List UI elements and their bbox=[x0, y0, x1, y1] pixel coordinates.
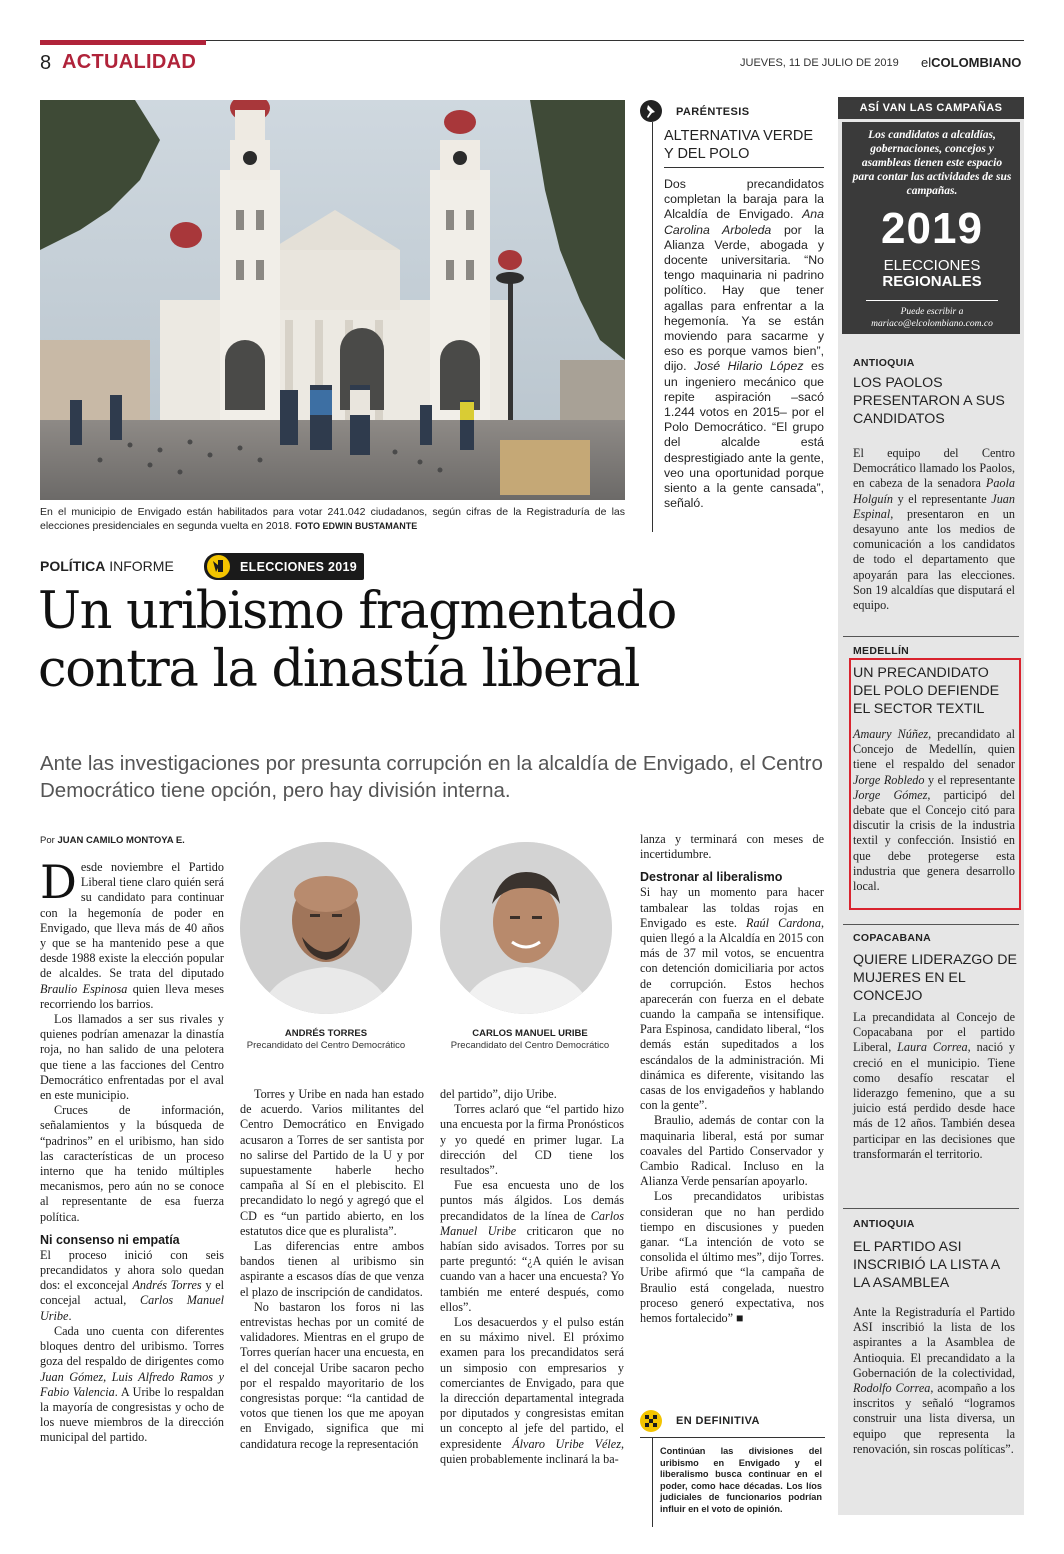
person-name: Álvaro Uribe Vélez bbox=[512, 1436, 621, 1451]
text: , participó del debate que el Concejo citó para discutir la crisis de la industria textil y confección. Insistió en que debe protegerse esta industria que genera desarrollo local. bbox=[853, 787, 1015, 894]
paragraph: Cruces de información, señalamientos y la búsqueda de “padrinos” en el uribismo, han sido las características de un proceso interno que ha tenido múltiples mecanismos, pero aún no se conoce al representante de esa fuerza política. bbox=[40, 1103, 224, 1224]
section-accent-bar bbox=[40, 40, 206, 45]
paragraph: del partido”, dijo Uribe. bbox=[440, 1087, 557, 1101]
kicker-bold: POLÍTICA bbox=[40, 558, 106, 574]
text: , acompaño a los inscritos y señaló “logramos construir una lista diversa, un equipo que representa la renovación, sin roscas políticas”. bbox=[853, 1381, 1015, 1456]
contact-label: Puede escribir a bbox=[900, 307, 964, 317]
brand-logo bbox=[921, 55, 1021, 70]
text: Fue esa encuesta uno de los puntos más álgidos. Los demás precandidatos de la línea de bbox=[440, 1178, 624, 1223]
elections-year: 2019 bbox=[881, 204, 983, 253]
text: Si hay un momento para hacer tambalear las toldas rojas en Envigado es este. bbox=[640, 885, 824, 930]
regionales-label: REGIONALES bbox=[882, 273, 982, 290]
text: , quien llegó a la Alcaldía en 2015 con más de 37 mil votos, se encuentra con detención domiciliaria por actos de corrupción. Estos hechos aparecerán con fuerza en el debate cuando la campaña se intensifique. Para Espinosa, candidato liberal, “los demás están supeditados a los escándalos de la administración. Mi dinámica es diferente, visitando las casas de los envigadeños y hablando con la gente”. bbox=[640, 915, 824, 1113]
person-name: Carlos Manuel Uribe bbox=[440, 1208, 624, 1238]
text: , precandidato al Concejo de Medellín, quien tiene el respaldo del senador bbox=[853, 727, 1015, 772]
text: El proceso inició con seis precandidatos y ahora solo quedan dos: el exconcejal bbox=[40, 1247, 224, 1293]
article-column-4 bbox=[640, 832, 824, 1326]
en-definitiva-rule bbox=[640, 1437, 825, 1438]
parentesis-text-2: por la Alianza Verde, abogada y docente universitaria. “No tengo maquinaria ni padrino político. Hay que tener agallas para enfrentar a la hegemonía. Ya se están moviendo para sacarme y eso es porque vamos bien”, dijo. bbox=[664, 222, 824, 374]
text: y el representante bbox=[924, 772, 1015, 787]
parentesis-body bbox=[664, 177, 824, 511]
contact-note bbox=[852, 306, 1012, 330]
photo-caption bbox=[40, 505, 625, 533]
sidebar-item-body bbox=[853, 1010, 1015, 1162]
brand-name: COLOMBIANO bbox=[931, 55, 1022, 70]
parentesis-name-1: Ana Carolina Arboleda bbox=[664, 207, 824, 237]
text: esde noviembre el Partido Liberal tiene claro quién será su candidato para continuar con la hegemonía de poder en Envigado, que lleva más de 40 años y que se ha mantenido pese a que desde 1988 existe la elección popular de alcaldes. Se trata del diputado bbox=[40, 860, 224, 981]
section-name: ACTUALIDAD bbox=[62, 51, 197, 73]
paragraph: Las diferencias entre ambos bandos tienen al uribismo sin aspirante a escasos días de que venza el plazo de inscripción de candidatos. bbox=[240, 1239, 424, 1299]
parentesis-name-2: José Hilario López bbox=[694, 359, 804, 374]
sidebar-item-tag: MEDELLÍN bbox=[853, 645, 910, 657]
paragraph bbox=[440, 1315, 624, 1467]
sidebar-separator bbox=[843, 924, 1019, 925]
text: , presentaron en un desayuno ante los medios de comunicación a los candidatos de todo el departamento que apoyarán para las elecciones. Son 19 alcaldías que disputará el equipo. bbox=[853, 506, 1015, 613]
dateline: JUEVES, 11 DE JULIO DE 2019 bbox=[740, 57, 899, 69]
person-name: Rodolfo Correa bbox=[853, 1381, 931, 1396]
paragraph: Braulio, además de contar con la maquinaria liberal, está por sumar coavales del Partido Conservador y Cambio Radical. Incluso en la Alianza Verde pensarían apoyarlo. bbox=[640, 1113, 824, 1189]
paragraph: Los llamados a ser sus rivales y quienes podrían amenazar la dinastía roja, no han salido de una pelotera que tiene a las facciones del Centro Democrático enfrentadas por el aval en este municipio. bbox=[40, 1012, 224, 1103]
parentesis-title: ALTERNATIVA VERDE Y DEL POLO bbox=[664, 127, 824, 168]
page-number: 8 bbox=[40, 52, 52, 74]
parentesis-text-3: es un ingeniero mecánico que repite aspiración –sacó 1.244 votos en 2015– por el Polo Democrático. “El grupo del alcalde está desprestigiado ante la gente, veo una oportunidad porque siento a la gente cansada”, señaló. bbox=[664, 359, 824, 511]
text: Cada uno cuenta con diferentes bloques dentro del uribismo. Torres goza del respaldo de dirigentes como bbox=[40, 1323, 224, 1369]
text: La precandidata al Concejo de Copacabana por el partido Liberal, bbox=[853, 1010, 1015, 1055]
text: Los desacuerdos y el pulso están en su máximo nivel. El próximo examen para los precandidatos será un simposio con empresarios y comerciantes de Envigado, para que la dirección departamental integrada por diputados y congresistas emitan un concepto al jefe del partido, el expresidente bbox=[440, 1315, 624, 1451]
person-name: Carlos Manuel Uribe bbox=[40, 1293, 224, 1323]
portrait-andres-torres bbox=[240, 842, 412, 1014]
paragraph: Torres y Uribe en nada han estado de acuerdo. Varios militantes del Centro Democrático en Envigado acusaron a Torres de ser santista por no salirse del Partido de la U y por supuestamente haberle hecho campaña al Sí en el plebiscito. El precandidato lo negó y agregó que el CD es “un partido abierto, en los estatutos dice que es pluralista”. bbox=[240, 1087, 424, 1238]
text: Ante la Registraduría el Partido ASI inscribió la lista de los aspirantes a la Asamblea de Antioquia. El precandidato a la Gobernación de la colectividad, bbox=[853, 1305, 1015, 1380]
checker-icon bbox=[640, 1410, 662, 1432]
sidebar-intro: Los candidatos a alcaldías, gobernaciones, concejos y asambleas tienen este espacio para contar las actividades de sus campañas. bbox=[852, 129, 1012, 197]
portrait-1-name: ANDRÉS TORRES bbox=[284, 1028, 368, 1039]
sidebar-item-tag: ANTIOQUIA bbox=[853, 357, 915, 369]
paragraph bbox=[40, 855, 224, 1012]
kicker-light: INFORME bbox=[109, 558, 174, 574]
text: El equipo del Centro Democrático llamado los Paolos, en cabeza de la senadora bbox=[853, 446, 1015, 491]
sidebar-item-body bbox=[853, 446, 1015, 613]
parentesis-text-1: Dos precandidatos completan la baraja para la Alcaldía de Envigado. bbox=[664, 177, 824, 222]
ballot-icon bbox=[205, 553, 232, 580]
person-name: Braulio Espinosa bbox=[40, 981, 128, 996]
sidebar-separator bbox=[843, 1208, 1019, 1209]
headline: Un uribismo fragmentado contra la dinastía liberal bbox=[38, 582, 677, 699]
text: , nació y creció en el municipio. Tiene como desafío rescatar el liderazgo femenino, que a su juicio está perdido desde hace más de 12 años. También desea participar en las decisiones que transformarán el territorio. bbox=[853, 1040, 1015, 1161]
text: Los precandidatos uribistas consideran que no han perdido tiempo en discusiones y pueden ganar. “La intención de voto se consolida el último mes”, dijo Torres. Uribe afirmó que “la campaña de Braulio está congelada, nuestro proceso generó expectativa, nos hemos fortalecido” bbox=[640, 1189, 824, 1326]
text: . bbox=[68, 1308, 72, 1323]
article-column-3 bbox=[440, 1087, 624, 1467]
paragraph bbox=[40, 1324, 224, 1446]
person-name: Juan Espinal bbox=[853, 491, 1015, 521]
text: . A Uribe lo respaldan la mayoría de congresistas y ocho de los nueve miembros de la dirección municipal del partido. bbox=[40, 1384, 224, 1445]
text: , quien probablemente inclinará la ba- bbox=[440, 1436, 625, 1466]
article-column-1 bbox=[40, 855, 225, 1446]
sidebar-item-body bbox=[853, 1305, 1015, 1457]
portrait-2-name: CARLOS MANUEL URIBE bbox=[472, 1028, 588, 1039]
elections-label: ELECCIONES bbox=[883, 257, 981, 274]
subheading: Destronar al liberalismo bbox=[640, 870, 783, 885]
article-kicker bbox=[40, 558, 174, 574]
en-definitiva-label: EN DEFINITIVA bbox=[676, 1415, 760, 1427]
deck: Ante las investigaciones por presunta corrupción en la alcaldía de Envigado, el Centro Democrático tiene opción, pero hay división interna. bbox=[40, 752, 823, 802]
sidebar-item-title: EL PARTIDO ASI INSCRIBIÓ LA LISTA A LA ASAMBLEA bbox=[853, 1239, 1000, 1291]
portrait-carlos-manuel-uribe bbox=[440, 842, 612, 1014]
drop-cap: D bbox=[40, 855, 77, 909]
portrait-2-role: Precandidato del Centro Democrático bbox=[450, 1040, 610, 1051]
en-definitiva-vrule bbox=[652, 1437, 653, 1527]
paragraph bbox=[640, 1189, 824, 1326]
paragraph: No bastaron los foros ni las entrevistas hechas por un comité de validadores. Mientras en el grupo de Torres querían hacer una encuesta, en el del concejal Uribe sacaron pecho por el respaldo mayoritario de los congresistas porque: “la cantidad de votos que tienen los que me apoyan en Envigado, significa que mi candidatura recoge la representación bbox=[240, 1299, 424, 1451]
sidebar-separator bbox=[843, 636, 1019, 637]
text: y el representante bbox=[892, 491, 992, 506]
paragraph: lanza y terminará con meses de incertidumbre. bbox=[640, 832, 824, 862]
church-photo bbox=[40, 100, 625, 500]
en-definitiva-body: Continúan las divisiones del uribismo en Envigado y el liberalismo busca continuar en el poder, como hace décadas. Los líos judiciales de funcionarios podrían influir en el voto de opinión. bbox=[660, 1446, 822, 1514]
parentesis-label: PARÉNTESIS bbox=[676, 106, 750, 118]
sidebar-header: ASÍ VAN LAS CAMPAÑAS bbox=[838, 97, 1024, 119]
promo-rule bbox=[866, 300, 998, 301]
sidebar-item-tag: ANTIOQUIA bbox=[853, 1218, 915, 1230]
text: criticaron que no habían sido avisados. Torres por su parte preguntó: “¿A quién le avisan cuando van a hacer una encuesta? Yo también me enteré después, como ellos”. bbox=[440, 1223, 624, 1314]
person-name: Laura Correa bbox=[897, 1040, 968, 1055]
church-illustration bbox=[40, 100, 625, 500]
article-column-2 bbox=[240, 1087, 424, 1452]
person-name: Jorge Robledo bbox=[853, 772, 925, 787]
sidebar-item-tag: COPACABANA bbox=[853, 932, 932, 944]
brand-prefix: el bbox=[921, 55, 932, 70]
pin-icon bbox=[640, 100, 662, 122]
paragraph bbox=[640, 885, 824, 1113]
photo-credit: FOTO EDWIN BUSTAMANTE bbox=[295, 521, 418, 531]
person-name: Juan Gómez, Luis Alfredo Ramos y Fabio Valencia bbox=[40, 1369, 224, 1399]
byline bbox=[40, 835, 185, 846]
caption-text: En el municipio de Envigado están habilitados para votar 241.042 ciudadanos, según cifras de la Registraduría de las elecciones presidenciales en segunda vuelta en 2018. bbox=[40, 506, 625, 532]
person-name: Andrés Torres bbox=[132, 1278, 202, 1293]
contact-email[interactable]: mariaco@elcolombiano.com.co bbox=[871, 319, 993, 329]
end-mark: ■ bbox=[736, 1311, 744, 1326]
paragraph bbox=[40, 1248, 224, 1324]
person-name: Amaury Núñez bbox=[853, 727, 929, 741]
elections-badge-text: ELECCIONES 2019 bbox=[240, 560, 358, 574]
parentesis-rule bbox=[652, 122, 653, 532]
subheading: Ni consenso ni empatía bbox=[40, 1232, 180, 1247]
highlight-box bbox=[849, 658, 1021, 910]
text: quien lleva meses recorriendo los barrios. bbox=[40, 981, 224, 1011]
byline-author: JUAN CAMILO MONTOYA E. bbox=[57, 835, 185, 846]
byline-prefix: Por bbox=[40, 835, 55, 846]
sidebar-item-title: QUIERE LIDERAZGO DE MUJERES EN EL CONCEJO bbox=[853, 952, 1017, 1004]
sidebar-item-title: UN PRECANDIDATO DEL POLO DEFIENDE EL SECTOR TEXTIL bbox=[853, 665, 1000, 717]
paragraph: Torres aclaró que “el partido hizo una encuesta por la firma Pronósticos y yo quedé en primer lugar. La dirección del CD tiene los resultados”. bbox=[440, 1102, 624, 1178]
paragraph bbox=[440, 1178, 624, 1315]
person-name: Paola Holguín bbox=[853, 476, 1015, 506]
portrait-1-role: Precandidato del Centro Democrático bbox=[246, 1040, 406, 1051]
person-name: Jorge Gómez bbox=[853, 787, 928, 802]
text: y el concejal actual, bbox=[40, 1278, 225, 1308]
person-name: Raúl Cardona bbox=[746, 915, 821, 930]
sidebar-item-title: LOS PAOLOS PRESENTARON A SUS CANDIDATOS bbox=[853, 375, 1005, 427]
